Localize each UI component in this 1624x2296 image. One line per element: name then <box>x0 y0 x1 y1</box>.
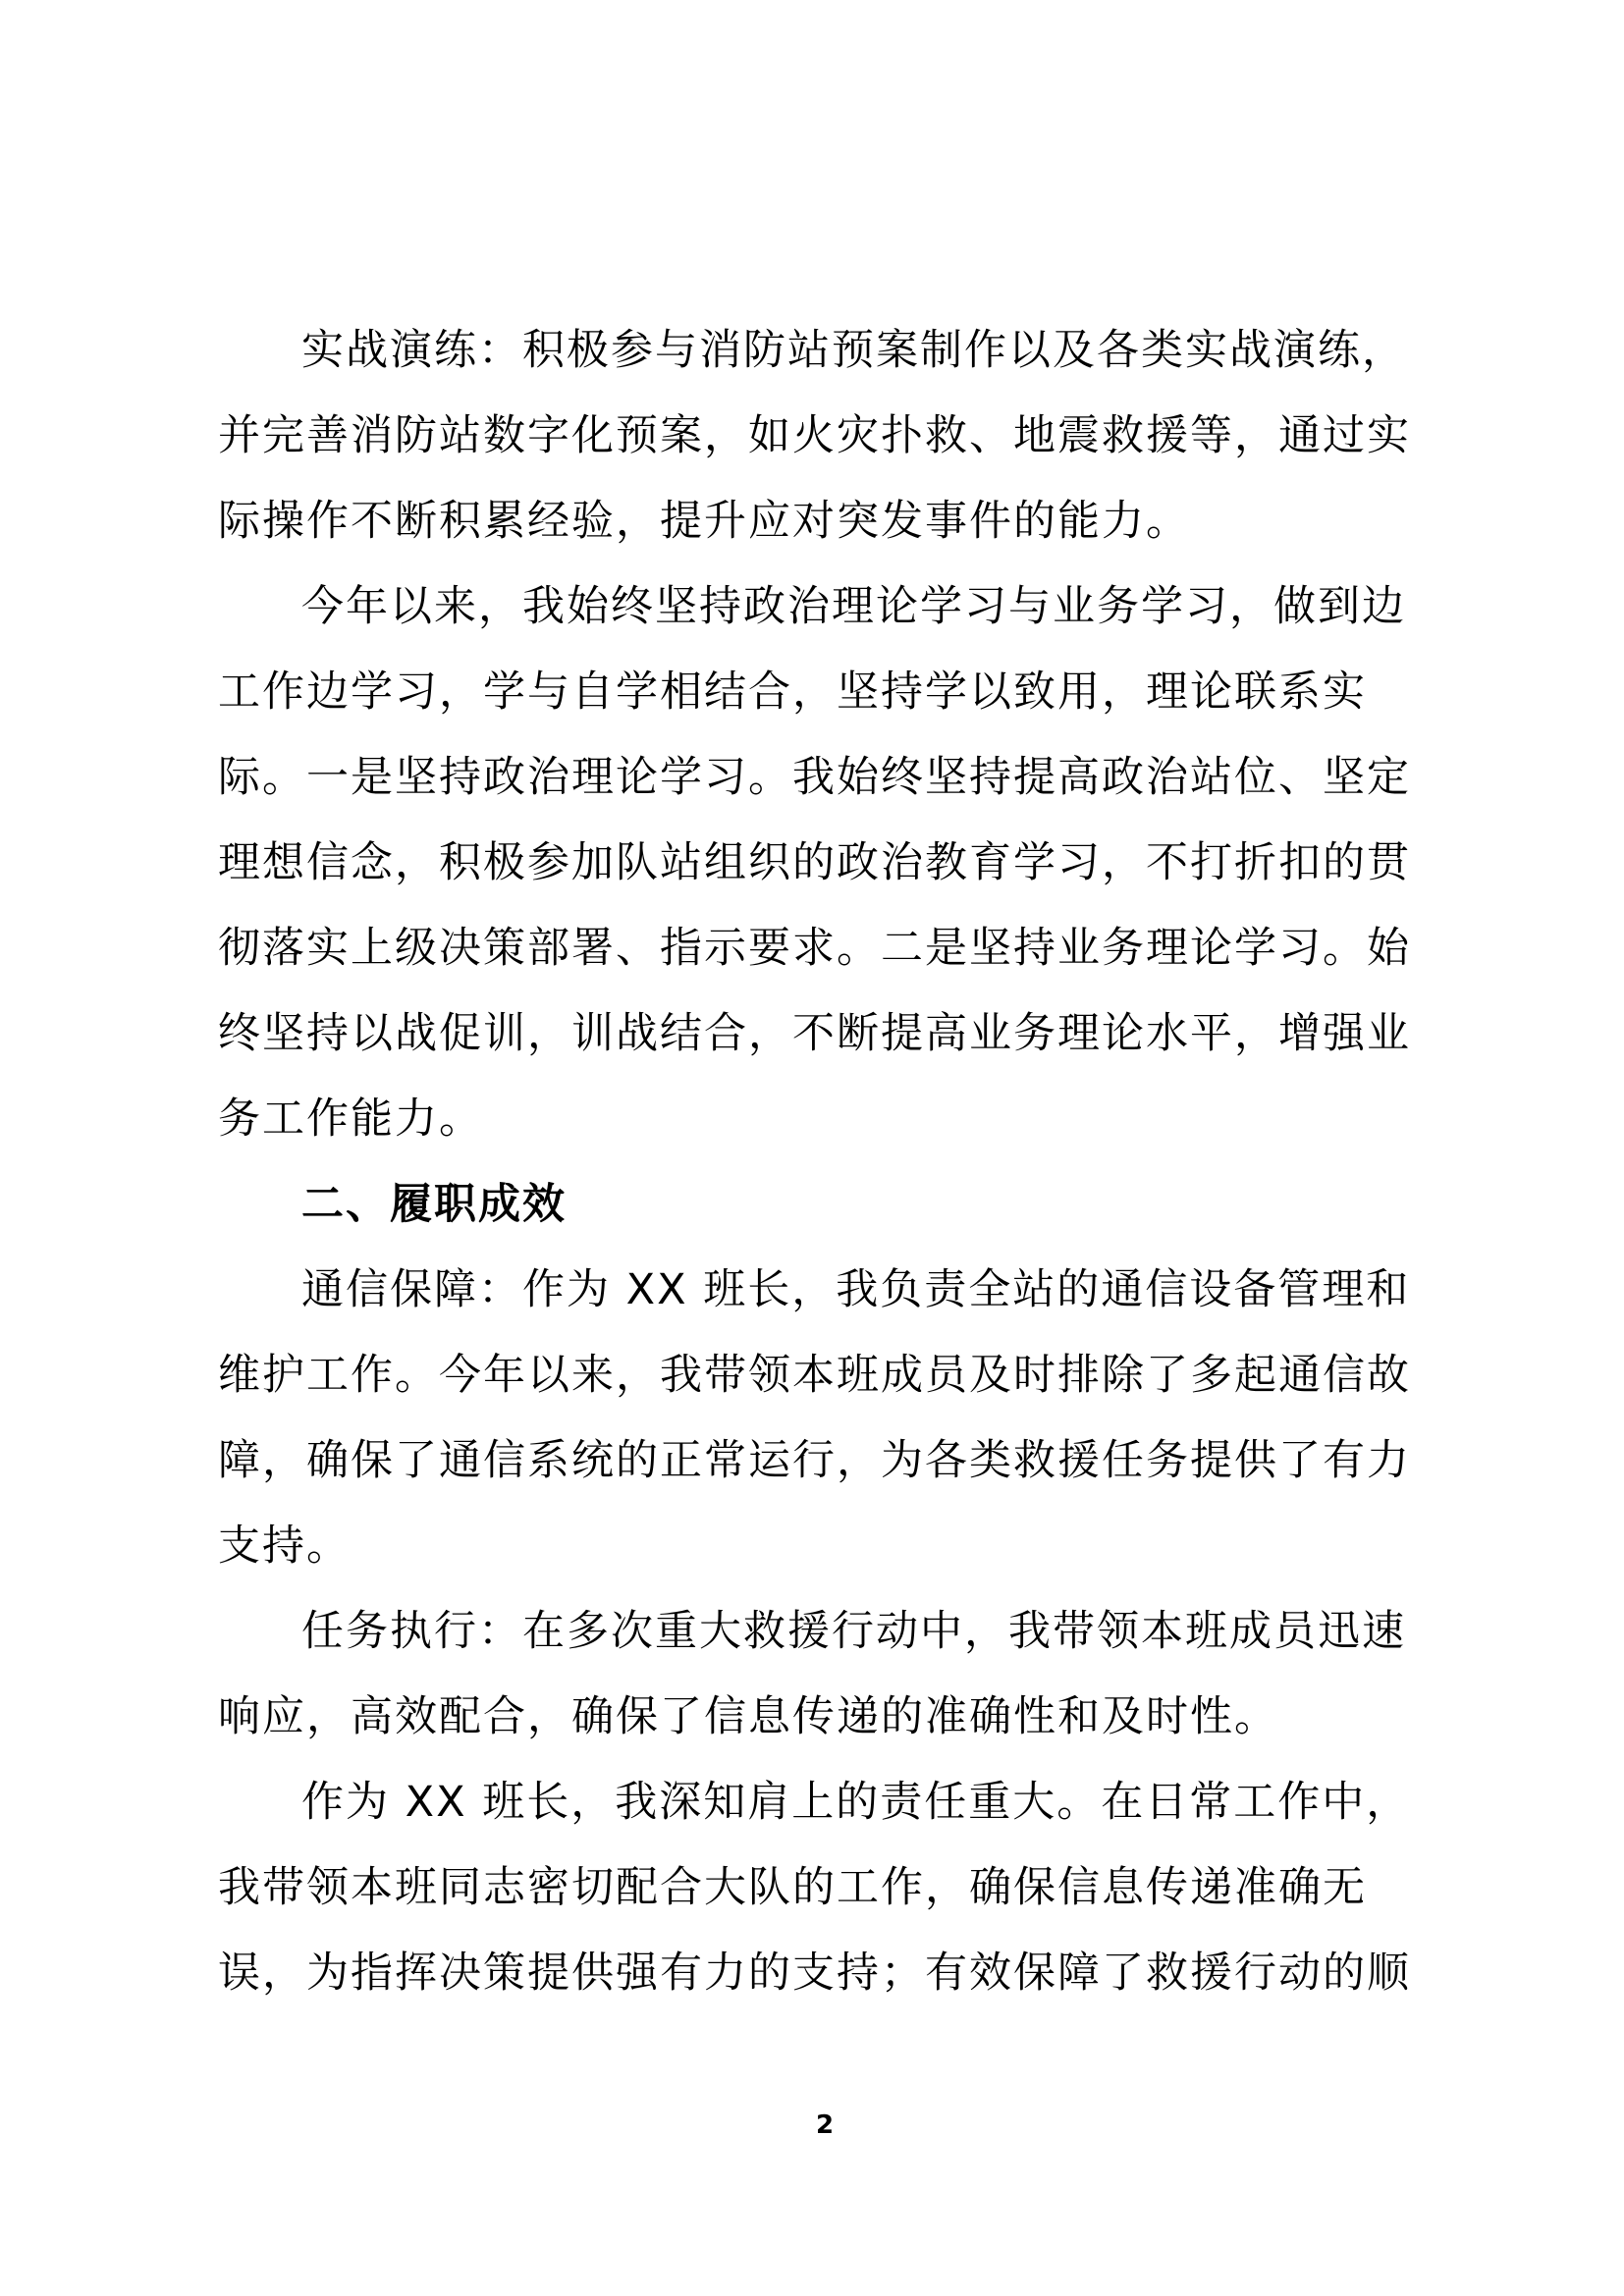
paragraph-line: 际。一是坚持政治理论学习。我始终坚持提高政治站位、坚定 <box>218 753 1411 802</box>
paragraph-line: 响应，高效配合，确保了信息传递的准确性和及时性。 <box>218 1692 1278 1741</box>
paragraph-line: 终坚持以战促训，训战结合，不断提高业务理论水平，增强业 <box>218 1009 1411 1058</box>
paragraph-line: 并完善消防站数字化预案，如火灾扑救、地震救援等，通过实 <box>218 411 1411 460</box>
page-number: 2 <box>815 2110 835 2140</box>
paragraph-line: 障，确保了通信系统的正常运行，为各类救援任务提供了有力 <box>218 1436 1411 1485</box>
paragraph-line: 作为 XX 班长，我深知肩上的责任重大。在日常工作中， <box>301 1778 1411 1827</box>
paragraph-line: 工作边学习，学与自学相结合，坚持学以致用，理论联系实 <box>218 667 1367 717</box>
paragraph-line: 误，为指挥决策提供强有力的支持；有效保障了救援行动的顺 <box>218 1949 1411 1998</box>
section-heading: 二、履职成效 <box>301 1180 567 1229</box>
paragraph-line: 支持。 <box>218 1522 351 1571</box>
paragraph-line: 维护工作。今年以来，我带领本班成员及时排除了多起通信故 <box>218 1351 1411 1400</box>
paragraph-line: 我带领本班同志密切配合大队的工作，确保信息传递准确无 <box>218 1863 1367 1912</box>
paragraph-line: 务工作能力。 <box>218 1095 483 1144</box>
paragraph-line: 际操作不断积累经验，提升应对突发事件的能力。 <box>218 497 1190 546</box>
paragraph-line: 理想信念，积极参加队站组织的政治教育学习，不打折扣的贯 <box>218 838 1411 887</box>
paragraph-line: 通信保障：作为 XX 班长，我负责全站的通信设备管理和 <box>301 1265 1411 1314</box>
paragraph-line: 彻落实上级决策部署、指示要求。二是坚持业务理论学习。始 <box>218 924 1411 973</box>
paragraph-line: 实战演练：积极参与消防站预案制作以及各类实战演练， <box>301 326 1406 375</box>
paragraph-line: 今年以来，我始终坚持政治理论学习与业务学习，做到边 <box>301 582 1406 631</box>
paragraph-line: 任务执行：在多次重大救援行动中，我带领本班成员迅速 <box>301 1607 1406 1656</box>
